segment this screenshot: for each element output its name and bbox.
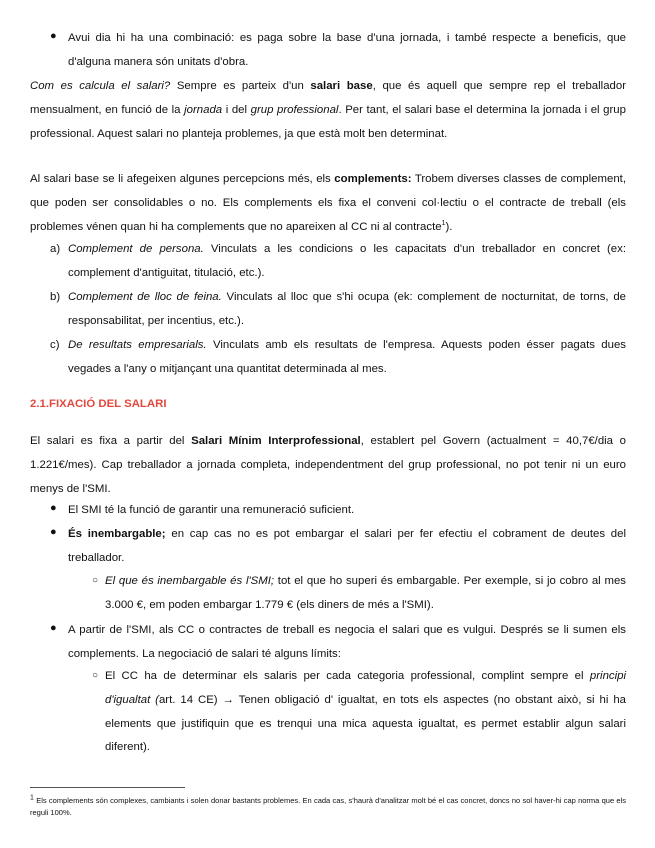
bullet-marker: ● — [50, 526, 57, 538]
sub-bullet-marker: ○ — [92, 670, 99, 681]
bullet-item: El SMI té la funció de garantir una remuneració suficient. — [68, 504, 355, 516]
list-item: Complement de lloc de feina. Vinculats al lloc que s'hi ocupa (ek: complement de nocturnitat, de torns, de responsabilitat, per incentius, etc.). — [68, 291, 626, 327]
list-item: De resultats empresarials. Vinculats amb els resultats de l'empresa. Aquests poden ésser pagats dues vegades a l'any o mitjançant una quantitat determinada al mes. — [68, 339, 626, 375]
list-label: a) — [50, 243, 61, 255]
sub-bullet-item: El que és inembargable és l'SMI; tot el que ho superi és embargable. Per exemple, si jo cobro al mes 3.000 €, em poden embargar 1.779 € (els diners de més a l'SMI). — [105, 575, 626, 611]
list-item: Complement de persona. Vinculats a les condicions o les capacitats d'un treballador en concret (ex: complement d'antiguitat, titulació, etc.). — [68, 243, 627, 279]
bullet-paragraph: Avui dia hi ha una combinació: es paga sobre la base d'una jornada, i també respecte a beneficis, que d'alguna manera són unitats d'obra. — [68, 32, 626, 68]
bullet-item: És inembargable; en cap cas no es pot embargar el salari per fer efectiu el cobrament de deutes del treballador. — [68, 528, 627, 564]
footnote: $^1$ Els complements són complexes, cambiants i solen donar bastants problemes. En cada cas, s'haurà d'analitzar molt bé el cas concret, doncs no sol haver-hi cap norma que els reguli 100%. — [30, 794, 626, 817]
bullet-marker: ● — [50, 30, 57, 42]
smi-paragraph: El salari es fixa a partir del Salari Mínim Interprofessional, establert pel Govern (actualment = 40,7€/dia o 1.221€/mes). Cap treballador a jornada completa, independentment del grup professional, no pot tenir ni un euro menys de l'SMI. — [30, 435, 626, 495]
complements-paragraph: Al salari base se li afegeixen algunes percepcions més, els complements: Trobem diverses classes de complement, que poden ser consolidables o no. Els complements els fixa el conveni col·lectiu o el contracte de treball (els problemes vénen quan hi ha complements que no apareixen al CC ni al contracte$^1$). — [30, 173, 626, 233]
footnote-ref: 1 — [441, 219, 446, 227]
salary-base-paragraph: Com es calcula el salari? Sempre es parteix d'un salari base, que és aquell que sempre rep el treballador mensualment, en funció de la jornada i del grup professional. Per tant, el salari base el determina la jornada i el grup professional. Aquest salari no planteja problemes, ja que està molt ben determinat. — [30, 80, 627, 140]
footnote-separator — [30, 787, 185, 788]
sub-bullet-item: El CC ha de determinar els salaris per cada categoria professional, complint sempre el principi d'igualtat (art. 14 CE) → Tenen obligació d' igualtat, en tots els aspectes (no obstant això, si hi ha elements que justifiquin que es trenqui una mica aquesta igualtat, es permet establir algun salari diferent). — [105, 670, 626, 754]
bullet-item: A partir de l'SMI, als CC o contractes de treball es negocia el salari que es vulgui. Després se li sumen els complements. La negociació de salari té alguns límits: — [68, 624, 626, 660]
list-label: c) — [50, 339, 60, 351]
bullet-marker: ● — [50, 502, 57, 514]
bullet-marker: ● — [50, 622, 57, 634]
sub-bullet-marker: ○ — [92, 575, 99, 586]
list-label: b) — [50, 291, 61, 303]
section-heading: 2.1.FIXACIÓ DEL SALARI — [30, 398, 167, 410]
